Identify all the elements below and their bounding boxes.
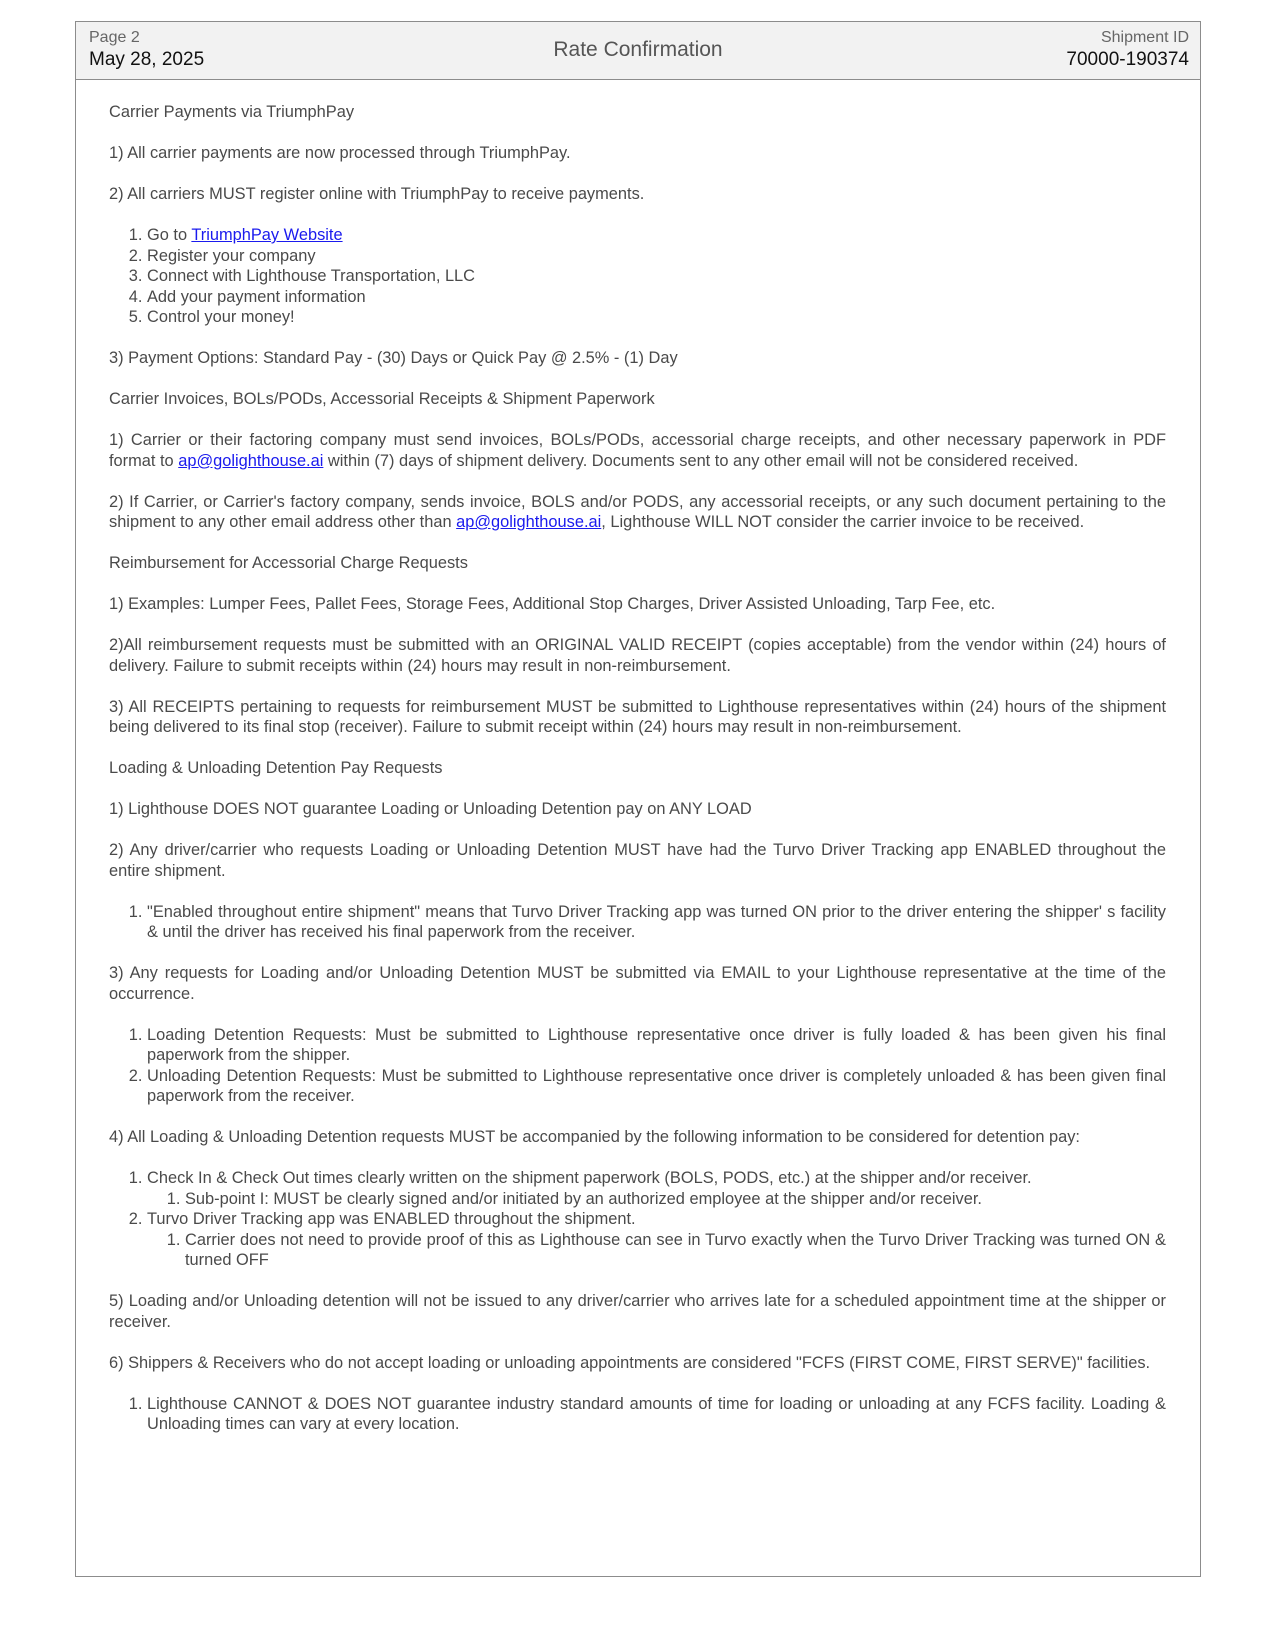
- list-item: 2. Register your company: [147, 246, 1166, 267]
- section-heading-detention: Loading & Unloading Detention Pay Requests: [109, 759, 443, 777]
- document-body: [76, 80, 1200, 1435]
- registration-steps-list: [109, 225, 1166, 328]
- header-right: [1066, 28, 1189, 72]
- detention-paragraph-1: 1) Lighthouse DOES NOT guarantee Loading or Unloading Detention pay on ANY LOAD: [109, 800, 752, 818]
- detention-list-4: [109, 1168, 1166, 1271]
- paragraph-text: within (7) days of shipment delivery. Documents sent to any other email will not be considered received.: [323, 451, 1079, 470]
- payments-paragraph-1: 1) All carrier payments are now processed through TriumphPay.: [109, 144, 571, 162]
- detention-paragraph-5: 5) Loading and/or Unloading detention will not be issued to any driver/carrier who arrives late for a scheduled appointment time at the shipper or receiver.: [109, 1292, 1166, 1331]
- list-item: 3. Connect with Lighthouse Transportation, LLC: [147, 266, 1166, 287]
- section-heading-reimbursement: Reimbursement for Accessorial Charge Requests: [109, 554, 468, 572]
- payments-paragraph-2: 2) All carriers MUST register online with TriumphPay to receive payments.: [109, 185, 645, 203]
- payments-paragraph-3: 3) Payment Options: Standard Pay - (30) Days or Quick Pay @ 2.5% - (1) Day: [109, 349, 678, 367]
- list-item: [147, 1209, 1166, 1271]
- shipment-id-label: Shipment ID: [1100, 29, 1189, 46]
- document-page: [75, 21, 1201, 1577]
- reimbursement-paragraph-3: 3) All RECEIPTS pertaining to requests for reimbursement MUST be submitted to Lighthouse representatives within (24) hours of the shipment being delivered to its final stop (receiver). Failure to submit receipt within (24) hours may result in non-reimbursement.: [109, 697, 1166, 736]
- sub-list: [147, 1189, 1166, 1210]
- detention-paragraph-2: 2) Any driver/carrier who requests Loading or Unloading Detention MUST have had the Turvo Driver Tracking app ENABLED throughout the entire shipment.: [109, 841, 1166, 880]
- sub-list-item: 1. Sub-point I: MUST be clearly signed and/or initiated by an authorized employee at the shipper and/or receiver.: [185, 1189, 1166, 1210]
- page-number: Page 2: [89, 29, 140, 46]
- detention-paragraph-4: 4) All Loading & Unloading Detention requests MUST be accompanied by the following information to be considered for detention pay:: [109, 1128, 1080, 1146]
- section-heading-payments: Carrier Payments via TriumphPay: [109, 103, 355, 121]
- list-item-text: Check In & Check Out times clearly written on the shipment paperwork (BOLS, PODS, etc.) at the shipper and/or receiver.: [147, 1169, 1032, 1187]
- reimbursement-paragraph-2: 2)All reimbursement requests must be submitted with an ORIGINAL VALID RECEIPT (copies acceptable) from the vendor within (24) hours of delivery. Failure to submit receipts within (24) hours may result in non-reimbursement.: [109, 636, 1166, 675]
- page-header: [76, 22, 1200, 80]
- detention-list-3: [109, 1025, 1166, 1107]
- triumphpay-website-link[interactable]: TriumphPay Website: [191, 226, 343, 244]
- shipment-id-value: 70000-190374: [1066, 49, 1189, 70]
- sub-list-item: 1. Carrier does not need to provide proof of this as Lighthouse can see in Turvo exactly when the Turvo Driver Tracking was turned ON & turned OFF: [185, 1230, 1166, 1271]
- detention-list-2: [109, 902, 1166, 943]
- list-item: 1. "Enabled throughout entire shipment" means that Turvo Driver Tracking app was turned ON prior to the driver entering the shipper' s facility & until the driver has received his final paperwork from the receiver.: [147, 902, 1166, 943]
- detention-paragraph-6: 6) Shippers & Receivers who do not accept loading or unloading appointments are considered "FCFS (FIRST COME, FIRST SERVE)" facilities.: [109, 1353, 1151, 1372]
- sub-list: [147, 1230, 1166, 1271]
- invoices-paragraph-1: [109, 430, 1166, 471]
- detention-paragraph-3: 3) Any requests for Loading and/or Unloading Detention MUST be submitted via EMAIL to your Lighthouse representative at the time of the occurrence.: [109, 964, 1166, 1003]
- step-text: Go to: [147, 226, 192, 244]
- section-heading-invoices: Carrier Invoices, BOLs/PODs, Accessorial Receipts & Shipment Paperwork: [109, 390, 655, 408]
- list-item: 4. Add your payment information: [147, 287, 1166, 308]
- list-item: 5. Control your money!: [147, 307, 1166, 328]
- paragraph-text: 2) If Carrier, or Carrier's factory company, sends invoice, BOLS and/or PODS, any accessorial receipts, or any such document pertaining to the shipment to any other email address other than: [109, 492, 1166, 531]
- invoices-paragraph-2: [109, 492, 1166, 533]
- list-item: 1. Loading Detention Requests: Must be submitted to Lighthouse representative once driver is fully loaded & has been given his final paperwork from the shipper.: [147, 1025, 1166, 1066]
- reimbursement-paragraph-1: 1) Examples: Lumper Fees, Pallet Fees, Storage Fees, Additional Stop Charges, Driver Assisted Unloading, Tarp Fee, etc.: [109, 595, 996, 613]
- document-title: Rate Confirmation: [553, 38, 723, 61]
- paragraph-text: , Lighthouse WILL NOT consider the carrier invoice to be received.: [601, 513, 1085, 531]
- detention-list-6: [109, 1394, 1166, 1435]
- list-item: [147, 1168, 1166, 1209]
- ap-email-link[interactable]: ap@golighthouse.ai: [456, 513, 602, 531]
- list-item: 1. Lighthouse CANNOT & DOES NOT guarantee industry standard amounts of time for loading or unloading at any FCFS facility. Loading & Unloading times can vary at every location.: [147, 1394, 1166, 1435]
- list-item-text: Turvo Driver Tracking app was ENABLED throughout the shipment.: [147, 1210, 636, 1228]
- ap-email-link[interactable]: ap@golighthouse.ai: [178, 451, 324, 470]
- list-item: 2. Unloading Detention Requests: Must be submitted to Lighthouse representative once driver is completely unloaded & has been given final paperwork from the receiver.: [147, 1066, 1166, 1107]
- paragraph-text: 1) Carrier or their factoring company must send invoices, BOLs/PODs, accessorial charge receipts, and other necessary paperwork in PDF format to: [109, 431, 1166, 470]
- list-item: [147, 225, 1166, 246]
- document-date: May 28, 2025: [89, 49, 205, 70]
